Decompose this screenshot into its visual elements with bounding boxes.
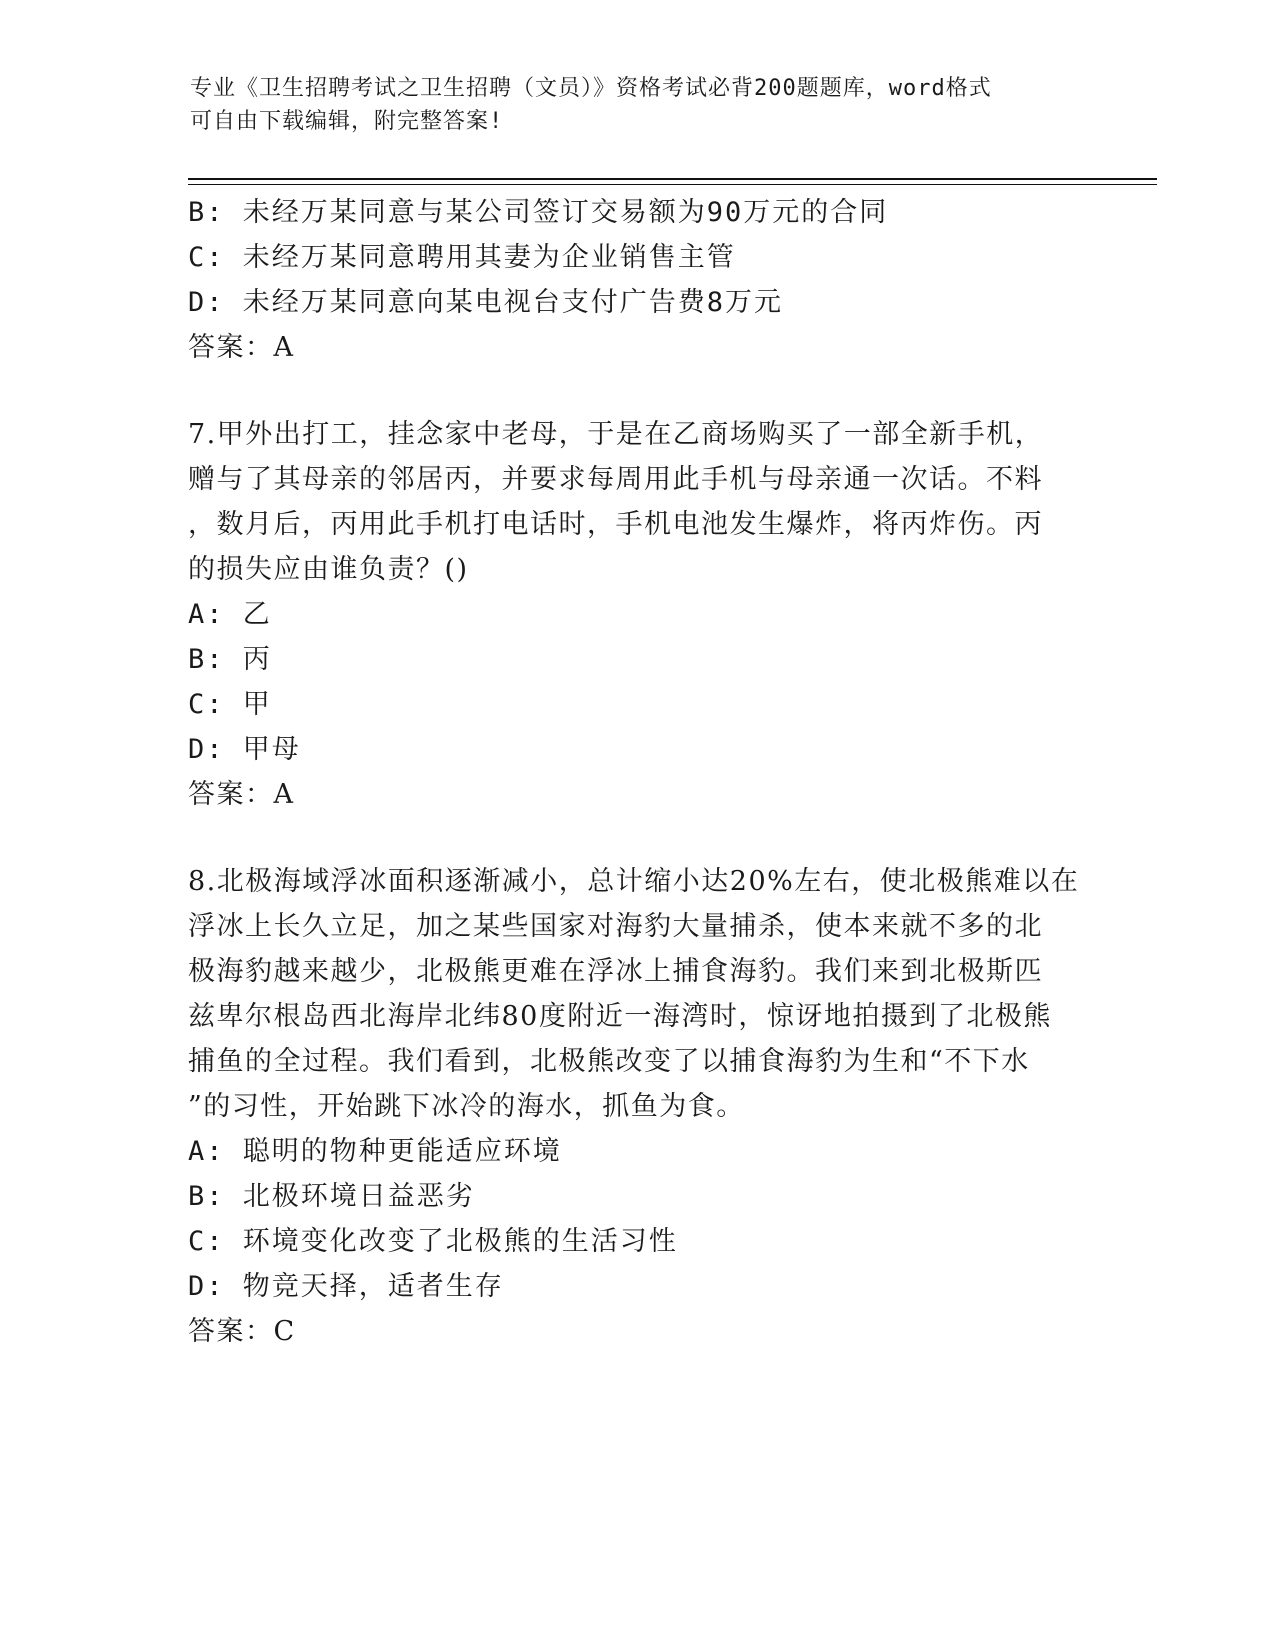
option-d: D: 未经万某同意向某电视台支付广告费8万元 <box>188 287 784 318</box>
question-text-line: 的损失应由谁负责？() <box>188 554 469 585</box>
header-rule-thick <box>188 178 1157 180</box>
option-d: D: 甲母 <box>188 734 301 765</box>
header-line-1: 专业《卫生招聘考试之卫生招聘（文员）》资格考试必背200题题库，word格式 <box>190 76 992 101</box>
question-text-line: 极海豹越来越少，北极熊更难在浮冰上捕食海豹。我们来到北极斯匹 <box>188 956 1043 987</box>
option-a: A: 乙 <box>188 599 272 630</box>
option-b: B: 丙 <box>188 644 272 675</box>
spacer <box>188 370 1088 412</box>
question-8-answer: 答案：C <box>188 1316 296 1347</box>
option-c: C: 环境变化改变了北极熊的生活习性 <box>188 1226 678 1257</box>
question-text-line: ”的习性，开始跳下冰冷的海水，抓鱼为食。 <box>188 1091 745 1122</box>
question-text-line: ，数月后，丙用此手机打电话时，手机电池发生爆炸，将丙炸伤。丙 <box>188 509 1043 540</box>
question-6-options <box>188 190 1088 325</box>
option-d: D: 物竞天择，适者生存 <box>188 1271 504 1302</box>
question-text-line: 7.甲外出打工，挂念家中老母，于是在乙商场购买了一部全新手机， <box>188 419 1044 450</box>
option-b: B: 北极环境日益恶劣 <box>188 1181 475 1212</box>
question-text-line: 8.北极海域浮冰面积逐渐减小，总计缩小达20%左右，使北极熊难以在 <box>188 866 1080 897</box>
question-text-line: 赠与了其母亲的邻居丙，并要求每周用此手机与母亲通一次话。不料 <box>188 464 1043 495</box>
option-c: C: 未经万某同意聘用其妻为企业销售主管 <box>188 242 736 273</box>
document-body <box>188 190 1088 1354</box>
question-8 <box>188 859 1088 1354</box>
option-b: B: 未经万某同意与某公司签订交易额为90万元的合同 <box>188 197 889 228</box>
question-7 <box>188 412 1088 817</box>
option-c: C: 甲 <box>188 689 272 720</box>
option-a: A: 聪明的物种更能适应环境 <box>188 1136 562 1167</box>
question-text-line: 兹卑尔根岛西北海岸北纬80度附近一海湾时，惊讶地拍摄到了北极熊 <box>188 1001 1052 1032</box>
document-header <box>190 72 1090 138</box>
header-rule-thin <box>188 184 1157 185</box>
question-6-answer: 答案：A <box>188 332 295 363</box>
question-text-line: 捕鱼的全过程。我们看到，北极熊改变了以捕食海豹为生和“不下水 <box>188 1046 1030 1077</box>
spacer <box>188 817 1088 859</box>
question-7-answer: 答案：A <box>188 779 295 810</box>
question-text-line: 浮冰上长久立足，加之某些国家对海豹大量捕杀，使本来就不多的北 <box>188 911 1043 942</box>
header-line-2: 可自由下载编辑，附完整答案! <box>190 109 504 134</box>
